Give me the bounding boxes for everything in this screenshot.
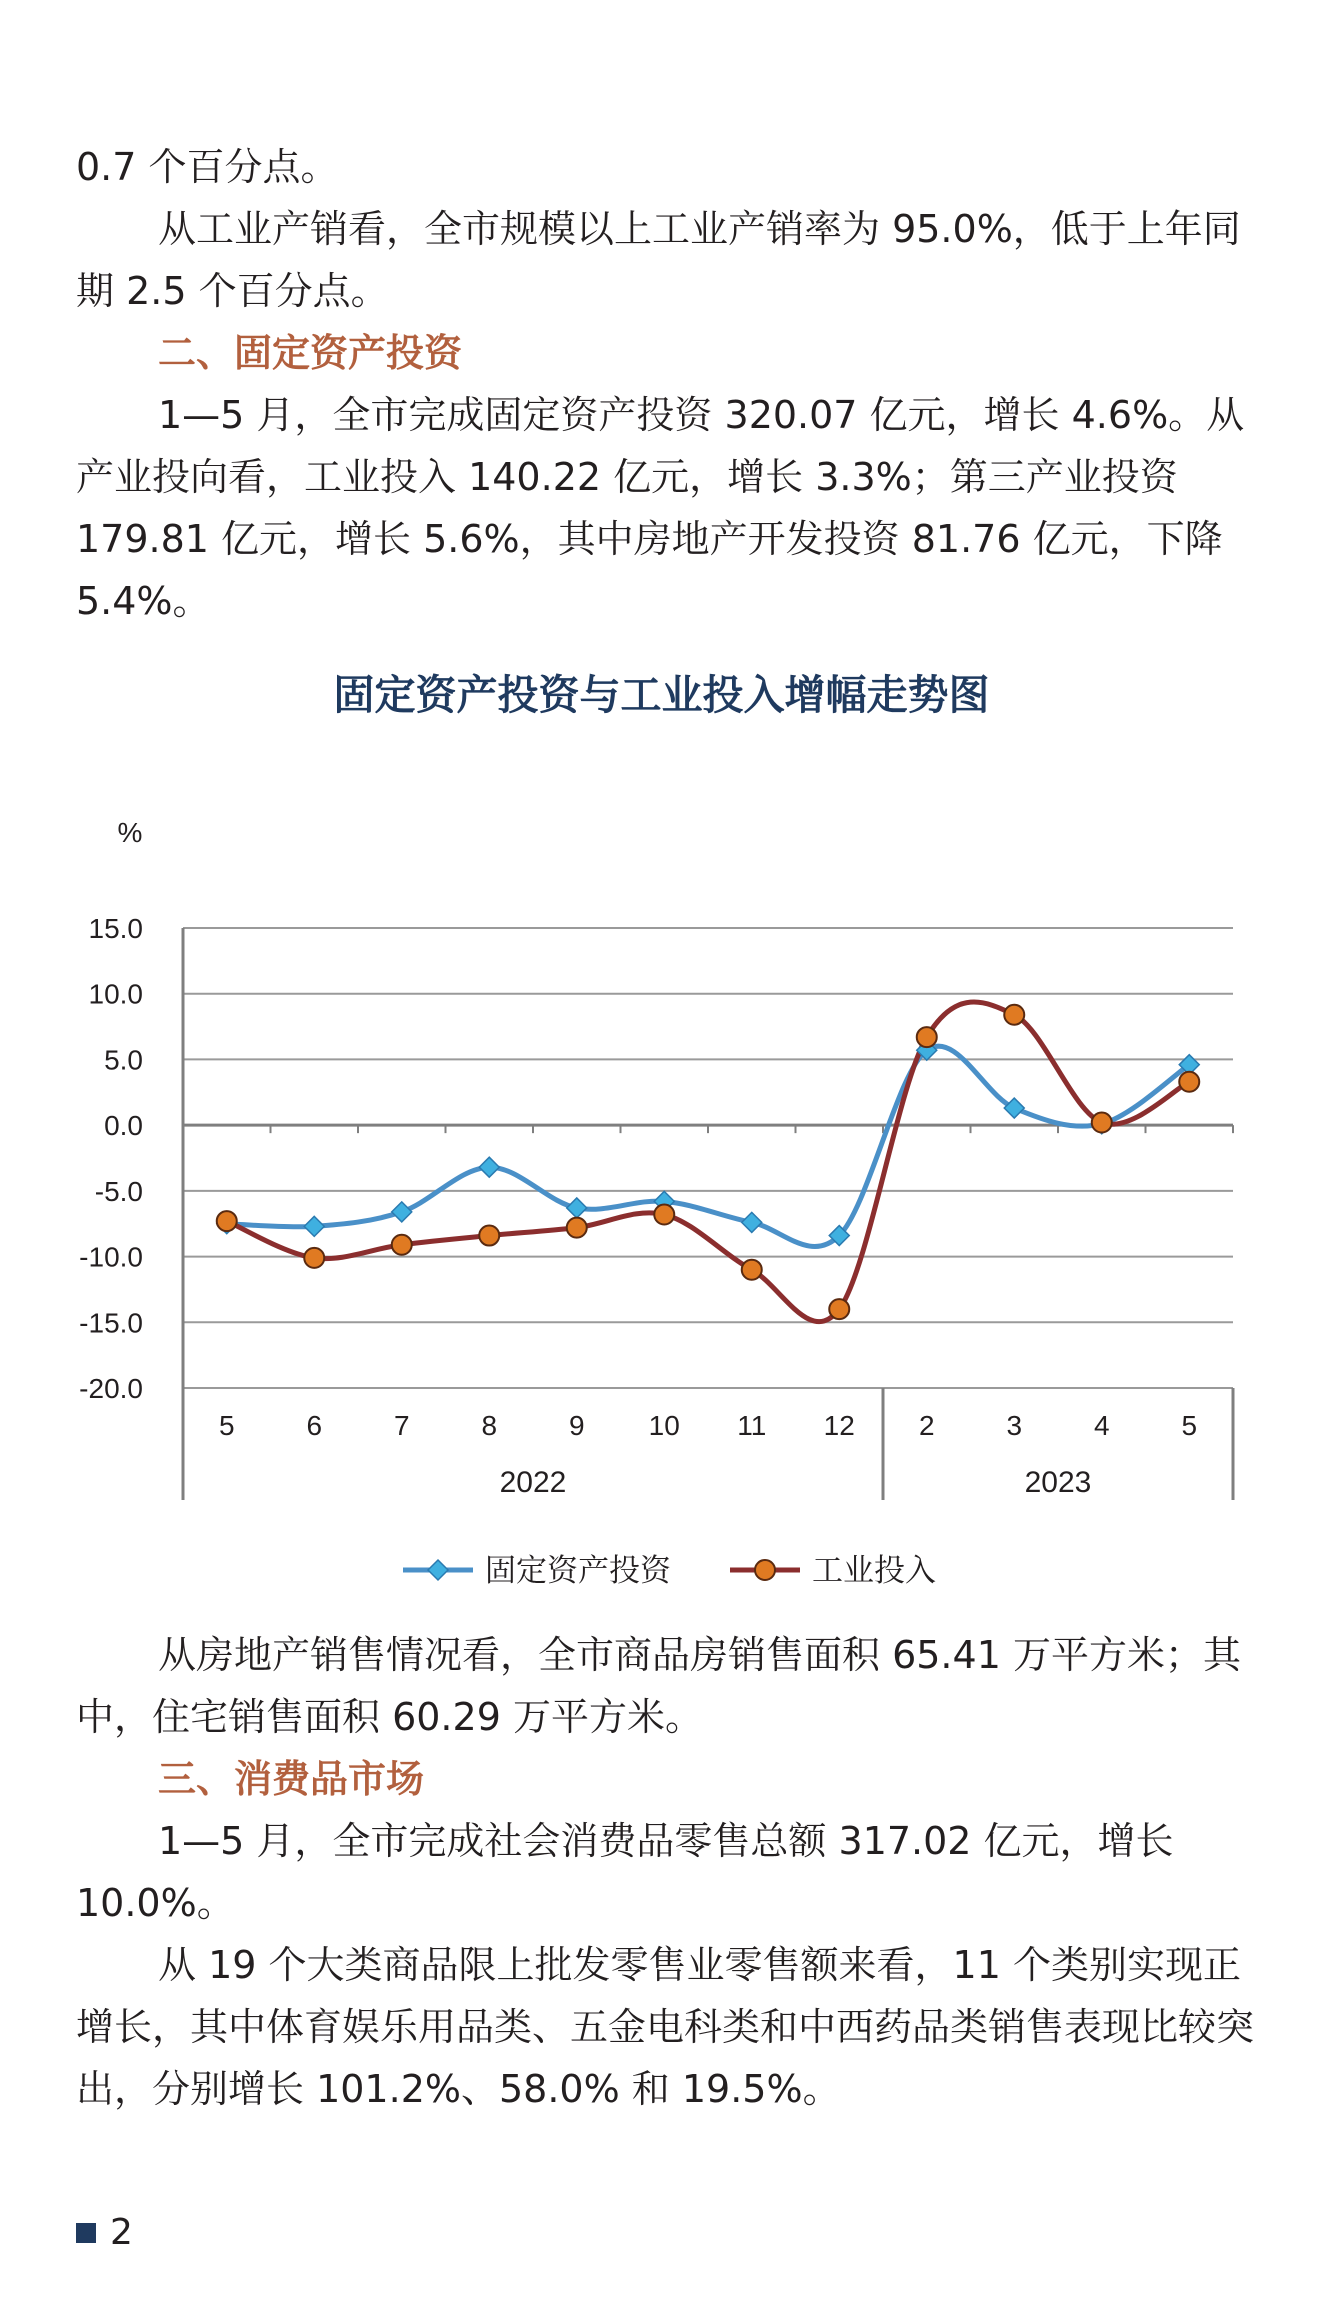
legend-circle-icon: [755, 1560, 775, 1580]
data-point-series-2: [1092, 1113, 1112, 1133]
x-tick-label: 9: [568, 1410, 585, 1441]
data-point-series-2: [1179, 1072, 1199, 1092]
x-tick-label: 3: [1006, 1410, 1023, 1441]
paragraph-continuation: 0.7 个百分点。: [76, 145, 339, 189]
paragraph-retail-categories: 从 19 个大类商品限上批发零售业零售额来看，11 个类别实现正增长，其中体育娱乐用品类、五金电科类和中西药品类销售表现比较突出，分别增长 101.2%、58.0% 和 19.5%。: [76, 1943, 1255, 2111]
x-tick-label: 10: [648, 1410, 680, 1441]
data-point-series-2: [742, 1260, 762, 1280]
section-heading-consumer-market: 三、消费品市场: [158, 1757, 425, 1801]
x-tick-label: 12: [823, 1410, 855, 1441]
series-line-1: [227, 1046, 1190, 1246]
data-point-series-2: [304, 1248, 324, 1268]
y-tick-label: -15.0: [79, 1307, 143, 1339]
y-tick-label: 0.0: [104, 1110, 143, 1142]
data-point-series-1: [742, 1212, 762, 1232]
data-point-series-1: [392, 1202, 412, 1222]
data-point-series-1: [567, 1198, 587, 1218]
legend-diamond-icon: [428, 1560, 448, 1580]
data-point-series-2: [567, 1218, 587, 1238]
paragraph-real-estate-sales: 从房地产销售情况看，全市商品房销售面积 65.41 万平方米；其中，住宅销售面积 60.29 万平方米。: [76, 1633, 1241, 1739]
footer-square-icon: [76, 2223, 96, 2243]
year-label: 2023: [1024, 1466, 1092, 1499]
data-point-series-2: [1004, 1005, 1024, 1025]
y-axis-unit: %: [117, 817, 143, 848]
x-tick-label: 8: [481, 1410, 498, 1441]
y-tick-label: 5.0: [104, 1044, 143, 1076]
line-chart: [0, 780, 1323, 1610]
legend-label: 固定资产投资: [485, 1553, 671, 1588]
data-point-series-1: [479, 1157, 499, 1177]
x-tick-label: 7: [393, 1410, 410, 1441]
data-point-series-2: [829, 1299, 849, 1319]
paragraph-production-sales: 从工业产销看，全市规模以上工业产销率为 95.0%，低于上年同期 2.5 个百分点。: [76, 207, 1241, 313]
x-tick-label: 6: [306, 1410, 323, 1441]
section-heading-fixed-investment: 二、固定资产投资: [158, 331, 463, 375]
chart-title: 固定资产投资与工业投入增幅走势图: [333, 671, 990, 719]
series-line-2: [227, 1002, 1190, 1322]
paragraph-fixed-investment: 1—5 月，全市完成固定资产投资 320.07 亿元，增长 4.6%。从产业投向看，工业投入 140.22 亿元，增长 3.3%；第三产业投资 179.81 亿元，增长 5.6%，其中房地产开发投资 81.76 亿元，下降 5.4%。: [76, 393, 1245, 623]
x-tick-label: 4: [1093, 1410, 1110, 1441]
data-point-series-1: [304, 1216, 324, 1236]
y-tick-label: -10.0: [79, 1241, 143, 1273]
paragraph-retail-total: 1—5 月，全市完成社会消费品零售总额 317.02 亿元，增长 10.0%。: [76, 1819, 1174, 1925]
x-tick-label: 5: [218, 1410, 235, 1441]
data-point-series-2: [479, 1226, 499, 1246]
y-tick-label: 10.0: [88, 978, 143, 1010]
data-point-series-2: [654, 1205, 674, 1225]
page-footer: [76, 2212, 133, 2253]
x-tick-label: 11: [737, 1410, 767, 1441]
page-number: 2: [110, 2212, 133, 2253]
legend-label: 工业投入: [812, 1553, 936, 1588]
data-point-series-2: [217, 1211, 237, 1231]
x-tick-label: 5: [1181, 1410, 1198, 1441]
year-label: 2022: [499, 1466, 567, 1499]
y-tick-label: 15.0: [88, 913, 143, 944]
data-point-series-2: [392, 1235, 412, 1255]
x-tick-label: 2: [918, 1410, 935, 1441]
y-tick-label: -20.0: [79, 1373, 143, 1404]
y-tick-label: -5.0: [94, 1175, 143, 1207]
data-point-series-2: [917, 1027, 937, 1047]
